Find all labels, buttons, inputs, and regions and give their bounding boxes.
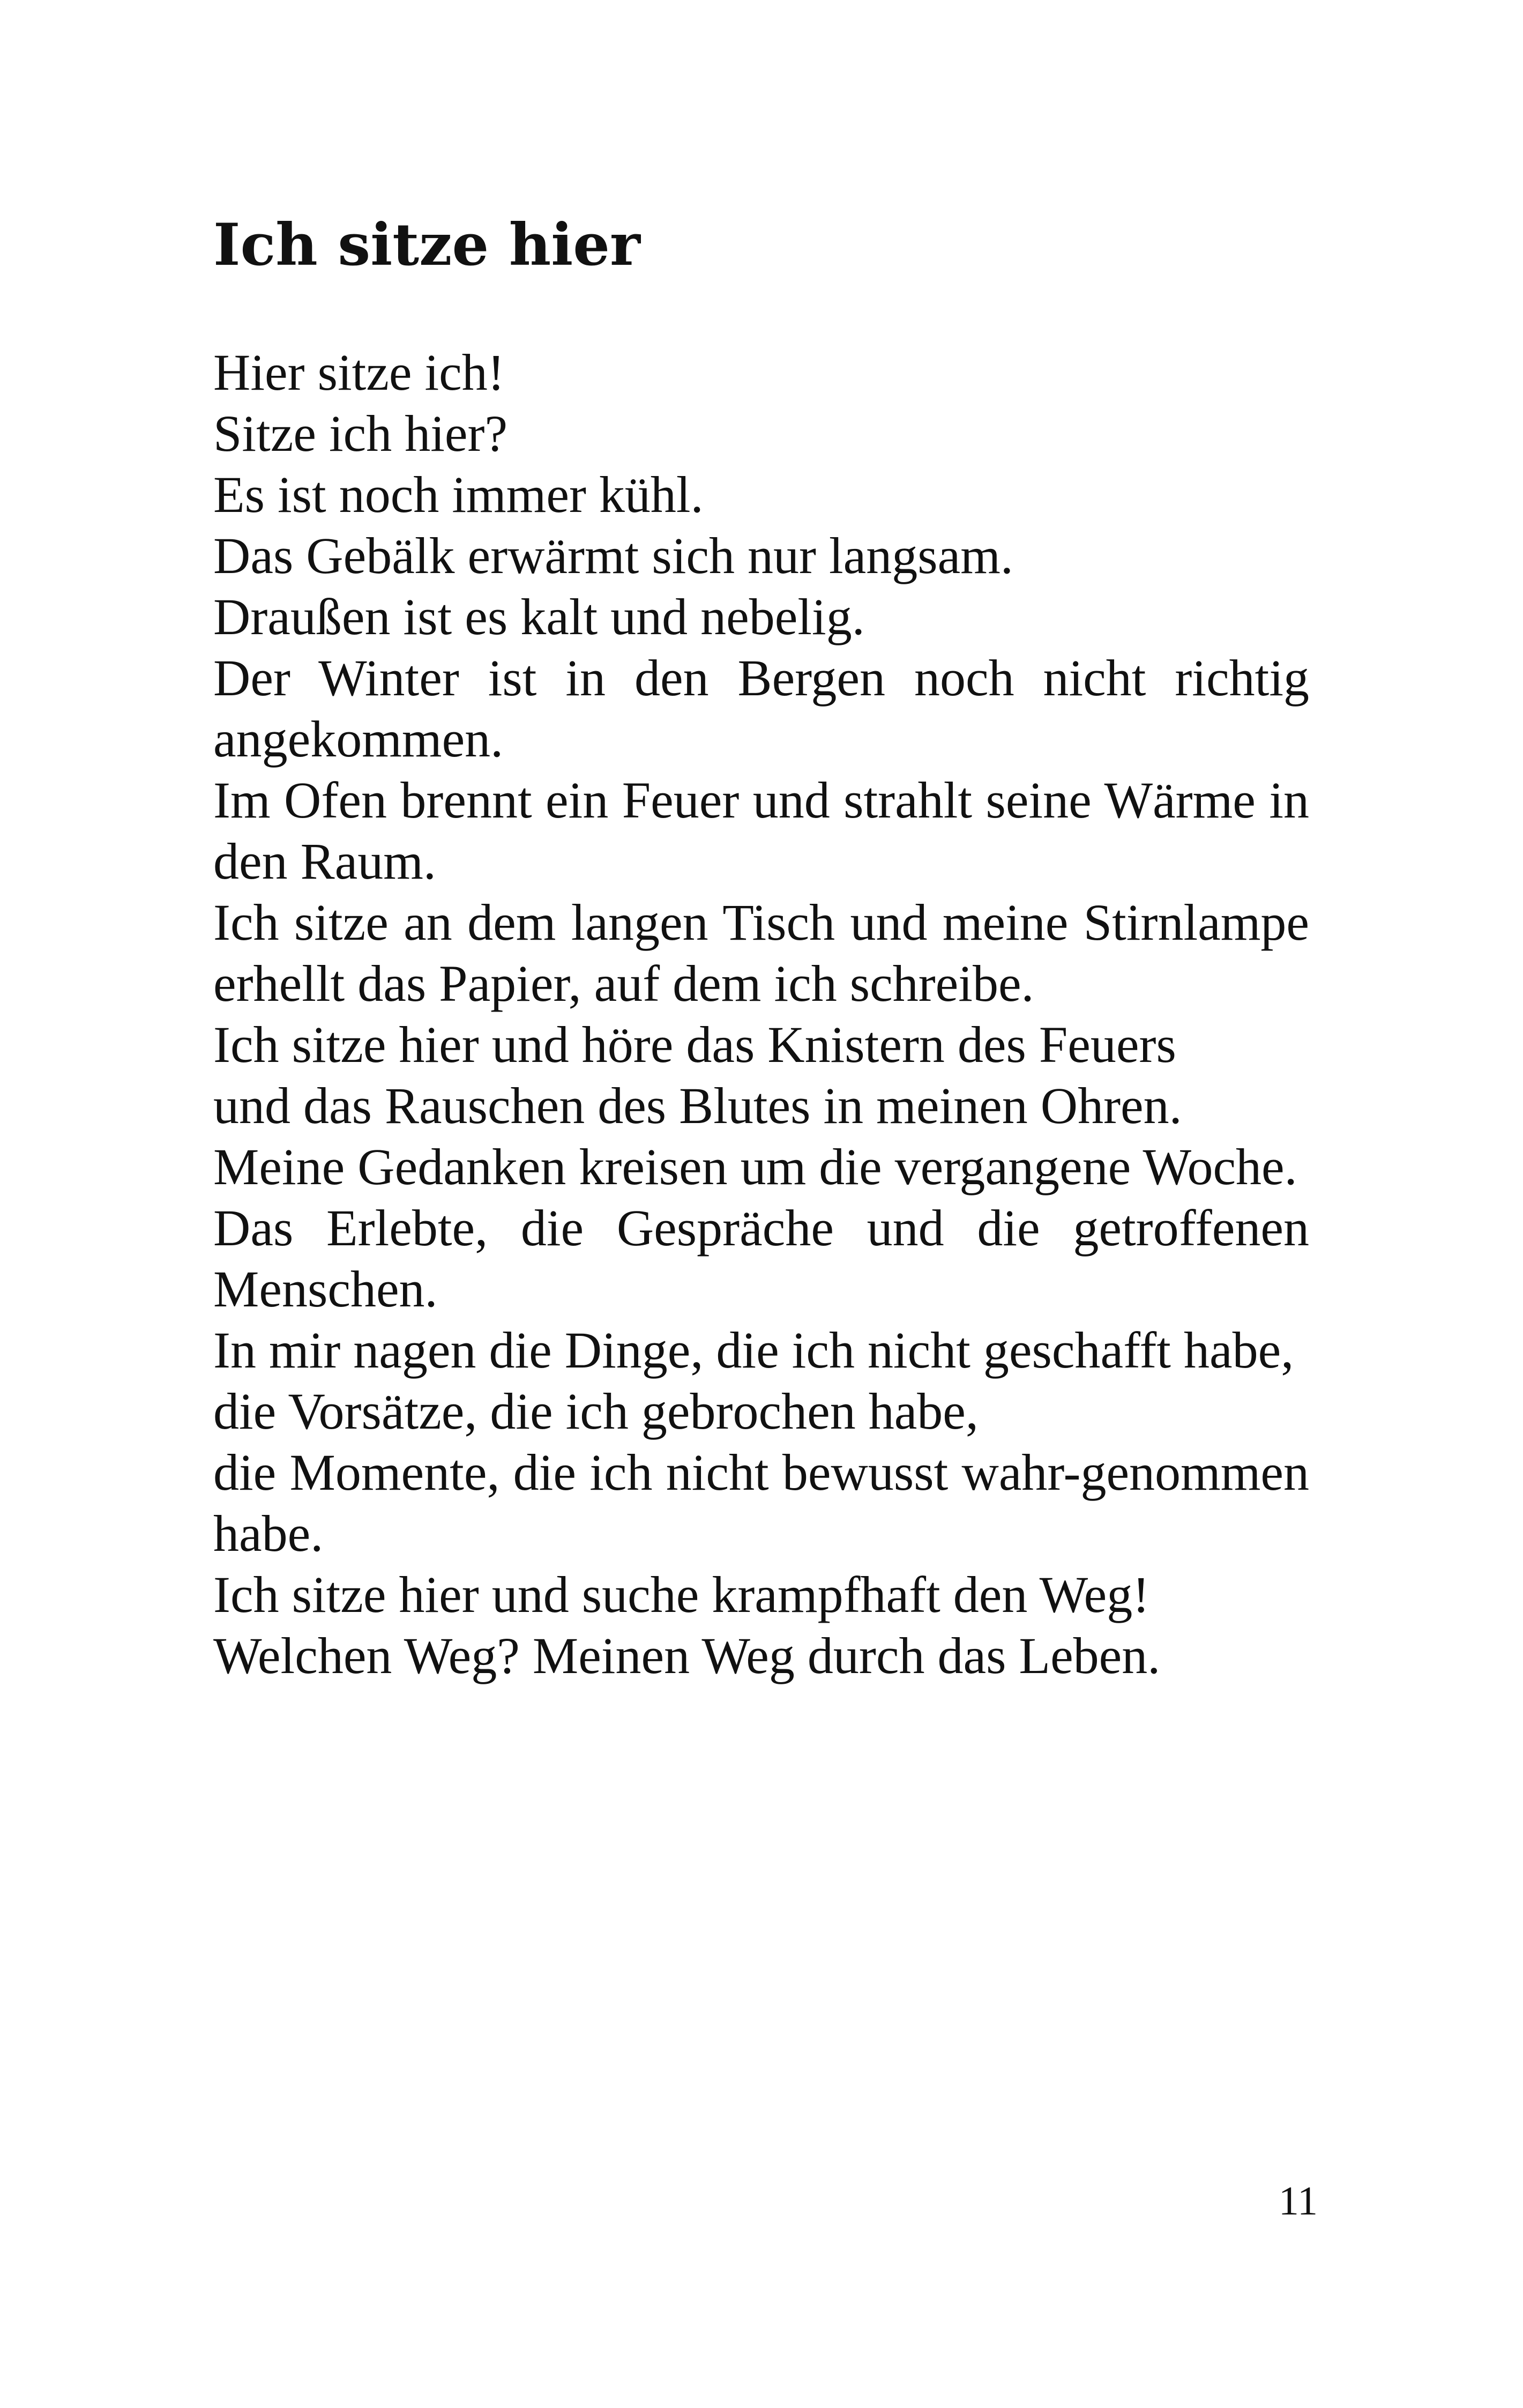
poem-line: Das Gebälk erwärmt sich nur langsam. [213,527,1013,584]
poem-line: In mir nagen die Dinge, die ich nicht geschafft habe, [213,1321,1294,1379]
poem-line: Das Erlebte, die Gespräche und die getroffenen Menschen. [213,1199,1309,1318]
poem-line: Ich sitze hier und höre das Knistern des Feuers [213,1016,1176,1073]
poem-line: und das Rauschen des Blutes in meinen Ohren. [213,1077,1182,1134]
poem-line: Draußen ist es kalt und nebelig. [213,588,865,645]
poem-line: Hier sitze ich! [213,344,505,401]
poem-line: Meine Gedanken kreisen um die vergangene Woche. [213,1138,1297,1195]
poem-line: Der Winter ist in den Bergen noch nicht richtig angekommen. [213,649,1309,768]
page-number: 11 [1278,2179,1318,2224]
poem-line: Ich sitze an dem langen Tisch und meine Stirnlampe erhellt das Papier, auf dem ich schreibe. [213,894,1309,1012]
poem-line: Ich sitze hier und suche krampfhaft den Weg! [213,1566,1150,1623]
poem-line: die Vorsätze, die ich gebrochen habe, [213,1383,979,1440]
poem-line: die Momente, die ich nicht bewusst wahr-genommen habe. [213,1444,1309,1562]
poem-line: Sitze ich hier? [213,405,508,462]
poem-title: Ich sitze hier [213,211,640,279]
poem-line: Es ist noch immer kühl. [213,466,704,523]
poem-line: Welchen Weg? Meinen Weg durch das Leben. [213,1627,1161,1684]
poem-line: Im Ofen brennt ein Feuer und strahlt seine Wärme in den Raum. [213,771,1309,890]
poem-body [213,342,1309,1686]
